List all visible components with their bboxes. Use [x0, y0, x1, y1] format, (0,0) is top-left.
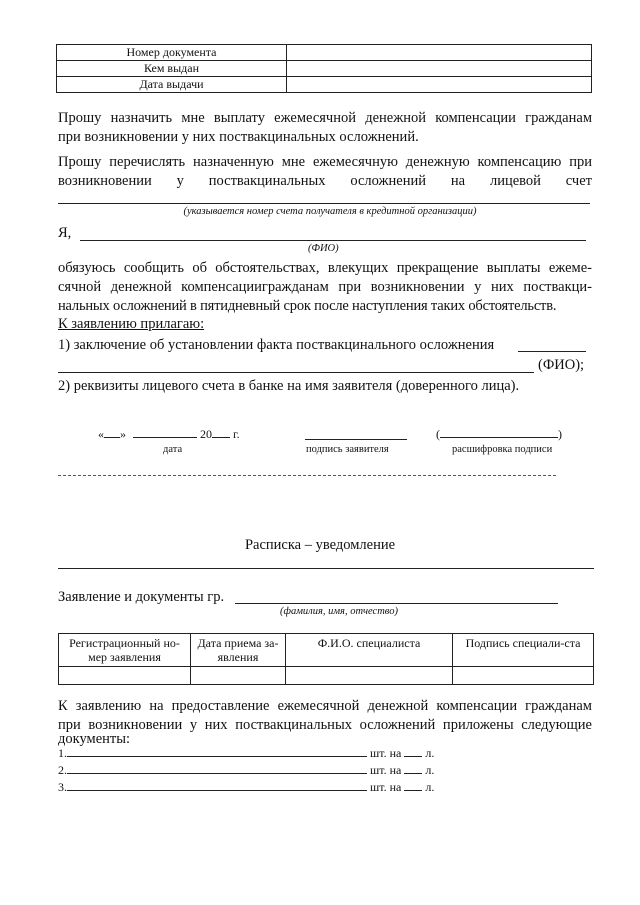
doc-item-unit: л.	[425, 763, 435, 777]
doc-item-line[interactable]	[67, 756, 367, 757]
table-row	[59, 634, 594, 667]
account-caption: (указывается номер счета получателя в кредитной организации)	[183, 206, 477, 217]
para1-line2: при возникновении у них поствакцинальных осложнений.	[58, 129, 419, 145]
doc-item-sheets-line[interactable]	[404, 773, 422, 774]
fio-caption: (ФИО)	[308, 243, 339, 254]
doc-number-value[interactable]	[287, 45, 592, 61]
receipt-cell-signature[interactable]	[453, 667, 594, 685]
issue-date-label: Дата выдачи	[57, 77, 287, 93]
receipt-cell-specialist[interactable]	[286, 667, 453, 685]
date-close-quote: »	[120, 427, 126, 441]
cut-line	[58, 475, 556, 476]
table-row	[57, 77, 592, 93]
attachment-item-1-suffix: (ФИО);	[538, 357, 585, 373]
signature-line[interactable]	[305, 439, 407, 440]
receipt-header-reg-number: Регистрационный но-мер заявления	[59, 634, 191, 667]
year-suffix: г.	[233, 427, 240, 441]
doc-item-qty: шт. на	[370, 763, 402, 777]
receipt-para-line3: документы:	[58, 731, 131, 747]
year-prefix: 20	[200, 427, 212, 441]
doc-item-sheets-line[interactable]	[404, 790, 422, 791]
document-info-table	[56, 44, 592, 93]
receipt-header-specialist: Ф.И.О. специалиста	[286, 634, 453, 667]
attachment-item-1: 1) заключение об установлении факта поствакцинального осложнения	[58, 337, 495, 353]
fio-prefix: Я,	[58, 225, 72, 241]
doc-item-unit: л.	[425, 746, 435, 760]
account-number-line[interactable]	[58, 203, 590, 204]
doc-item-number: 2.	[58, 763, 67, 777]
table-row	[57, 45, 592, 61]
attachment-item-1-line[interactable]	[518, 351, 586, 352]
receipt-para-line2: при возникновении у них поствакцинальных осложнений приложены следующие	[58, 717, 592, 733]
doc-item-sheets-line[interactable]	[404, 756, 422, 757]
para3-line1: обязуюсь сообщить об обстоятельствах, влекущих прекращение выплаты ежеме-	[58, 260, 592, 276]
doc-item-unit: л.	[425, 780, 435, 794]
attachments-heading: К заявлению прилагаю:	[58, 316, 205, 332]
doc-item	[58, 762, 434, 778]
para3-line3: нальных осложнений в пятидневный срок после наступления таких обстоятельств.	[58, 298, 557, 314]
doc-item-line[interactable]	[67, 773, 367, 774]
issue-date-value[interactable]	[287, 77, 592, 93]
doc-item-qty: шт. на	[370, 780, 402, 794]
table-row	[57, 61, 592, 77]
receipt-divider	[58, 568, 594, 569]
receipt-docs-prefix: Заявление и документы гр.	[58, 589, 225, 605]
signature-decode-field[interactable]	[436, 427, 562, 442]
issued-by-label: Кем выдан	[57, 61, 287, 77]
para3-line2: сячной денежной компенсациигражданам при возникновении у них поствакци-	[58, 279, 592, 295]
attachment-item-1-fio-line[interactable]	[58, 372, 534, 373]
para2-line2: возникновении у поствакцинальных осложнений на лицевой счет	[58, 173, 592, 189]
receipt-cell-reg-number[interactable]	[59, 667, 191, 685]
para1-line1: Прошу назначить мне выплату ежемесячной денежной компенсации гражданам	[58, 110, 592, 126]
doc-item-number: 3.	[58, 780, 67, 794]
doc-item-line[interactable]	[67, 790, 367, 791]
receipt-table	[58, 633, 594, 685]
decode-close-paren: )	[558, 427, 562, 441]
decode-open-paren: (	[436, 427, 440, 441]
doc-item	[58, 745, 434, 761]
receipt-fio-line[interactable]	[235, 603, 558, 604]
doc-item-number: 1.	[58, 746, 67, 760]
receipt-para-line1: К заявлению на предоставление ежемесячной денежной компенсации гражданам	[58, 698, 592, 714]
decode-label: расшифровка подписи	[452, 444, 553, 455]
receipt-fio-caption: (фамилия, имя, отчество)	[280, 606, 398, 617]
doc-item	[58, 779, 434, 795]
receipt-cell-date[interactable]	[191, 667, 286, 685]
date-field[interactable]	[98, 427, 240, 442]
applicant-fio-line[interactable]	[80, 240, 586, 241]
doc-number-label: Номер документа	[57, 45, 287, 61]
issued-by-value[interactable]	[287, 61, 592, 77]
receipt-title: Расписка – уведомление	[244, 537, 396, 553]
receipt-header-date: Дата приема за-явления	[191, 634, 286, 667]
receipt-header-signature: Подпись специали-ста	[453, 634, 594, 667]
date-label: дата	[163, 444, 183, 455]
date-open-quote: «	[98, 427, 104, 441]
doc-item-qty: шт. на	[370, 746, 402, 760]
table-row	[59, 667, 594, 685]
para2-line1: Прошу перечислять назначенную мне ежемесячную денежную компенсацию при	[58, 154, 592, 170]
signature-label: подпись заявителя	[306, 444, 389, 455]
attachment-item-2: 2) реквизиты лицевого счета в банке на имя заявителя (доверенного лица).	[58, 378, 520, 394]
